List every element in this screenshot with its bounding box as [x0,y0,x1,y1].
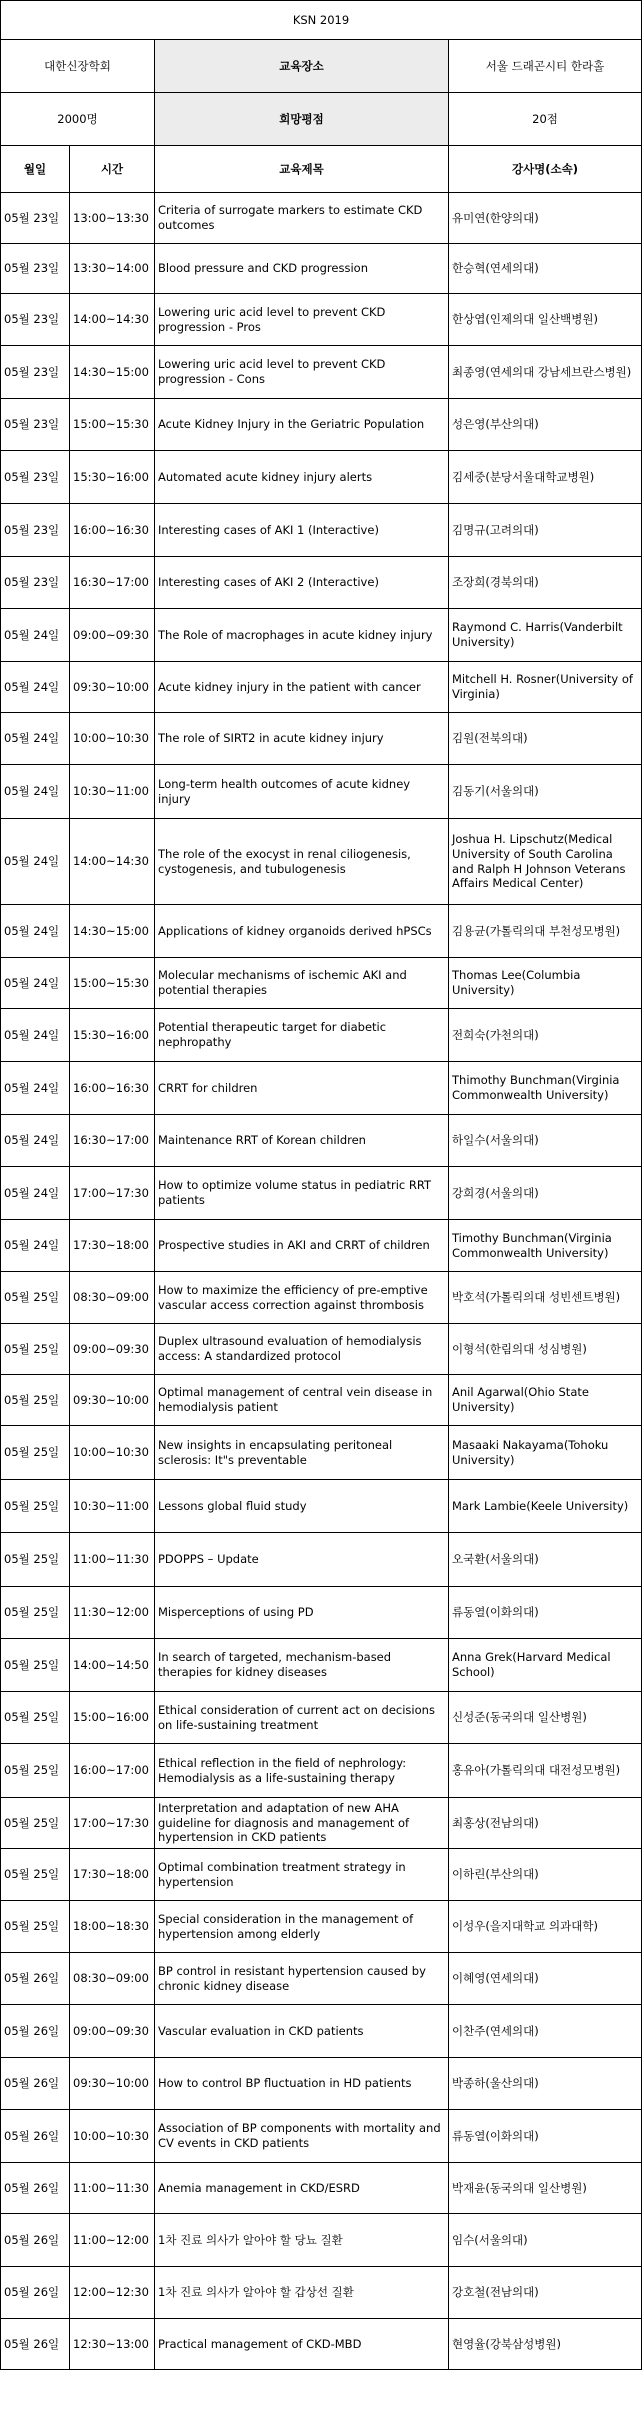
table-row [1,1587,642,1639]
session-speaker: 최종영(연세의대 강남세브란스병원) [449,346,642,399]
session-date: 05월 23일 [1,346,70,399]
table-row [1,2214,642,2267]
session-topic: Optimal combination treatment strategy in hypertension [155,1849,449,1901]
table-row [1,2110,642,2163]
session-time: 10:00~10:30 [70,713,155,765]
session-time: 16:00~16:30 [70,1062,155,1115]
session-date: 05월 26일 [1,2005,70,2058]
table-row [1,1533,642,1587]
organizer: 대한신장학회 [1,40,155,93]
session-speaker: Mitchell H. Rosner(University of Virginia) [449,662,642,713]
session-time: 11:00~11:30 [70,2163,155,2214]
session-topic: PDOPPS – Update [155,1533,449,1587]
session-speaker: 하일수(서울의대) [449,1115,642,1167]
session-speaker: 신성준(동국의대 일산병원) [449,1692,642,1744]
session-time: 09:00~09:30 [70,2005,155,2058]
session-topic: Prospective studies in AKI and CRRT of children [155,1220,449,1272]
session-topic: Anemia management in CKD/ESRD [155,2163,449,2214]
session-topic: The Role of macrophages in acute kidney injury [155,609,449,662]
session-date: 05월 26일 [1,2214,70,2267]
table-row [1,662,642,713]
table-row [1,1692,642,1744]
table-row [1,1115,642,1167]
col-header-topic: 교육제목 [155,146,449,193]
table-row [1,765,642,819]
session-speaker: 박재윤(동국의대 일산병원) [449,2163,642,2214]
session-topic: Maintenance RRT of Korean children [155,1115,449,1167]
session-time: 08:30~09:00 [70,1272,155,1324]
session-topic: How to maximize the efficiency of pre-emptive vascular access correction against thrombosis [155,1272,449,1324]
session-date: 05월 24일 [1,609,70,662]
session-topic: Potential therapeutic target for diabetic nephropathy [155,1009,449,1062]
session-topic: Applications of kidney organoids derived hPSCs [155,905,449,958]
session-date: 05월 23일 [1,294,70,346]
table-row [1,1324,642,1375]
session-speaker: Timothy Bunchman(Virginia Commonwealth University) [449,1220,642,1272]
session-speaker: Thomas Lee(Columbia University) [449,958,642,1009]
session-date: 05월 25일 [1,1639,70,1692]
table-row [1,1849,642,1901]
session-topic: Association of BP components with mortality and CV events in CKD patients [155,2110,449,2163]
table-row [1,1375,642,1426]
session-speaker: 성은영(부산의대) [449,399,642,451]
session-speaker: Anna Grek(Harvard Medical School) [449,1639,642,1692]
table-row [1,609,642,662]
session-date: 05월 24일 [1,958,70,1009]
session-topic: Long-term health outcomes of acute kidney injury [155,765,449,819]
table-row [1,1480,642,1533]
session-topic: Ethical consideration of current act on decisions on life-sustaining treatment [155,1692,449,1744]
table-row [1,905,642,958]
session-date: 05월 26일 [1,2163,70,2214]
table-row [1,2267,642,2319]
session-topic: CRRT for children [155,1062,449,1115]
points-label: 희망평점 [155,93,449,146]
session-topic: Interesting cases of AKI 1 (Interactive) [155,504,449,557]
session-date: 05월 25일 [1,1744,70,1798]
title-row [1,1,642,40]
session-date: 05월 24일 [1,1220,70,1272]
session-topic: Special consideration in the management of hypertension among elderly [155,1901,449,1953]
session-speaker: 김동기(서울의대) [449,765,642,819]
session-speaker: 현영율(강북삼성병원) [449,2319,642,2370]
session-speaker: 홍유아(가톨릭의대 대전성모병원) [449,1744,642,1798]
table-row [1,2005,642,2058]
session-time: 12:00~12:30 [70,2267,155,2319]
session-date: 05월 25일 [1,1480,70,1533]
session-topic: Lowering uric acid level to prevent CKD progression - Pros [155,294,449,346]
session-topic: Acute Kidney Injury in the Geriatric Population [155,399,449,451]
session-topic: Molecular mechanisms of ischemic AKI and potential therapies [155,958,449,1009]
table-row [1,346,642,399]
session-time: 15:00~16:00 [70,1692,155,1744]
session-speaker: 김세중(분당서울대학교병원) [449,451,642,504]
session-topic: Lessons global fluid study [155,1480,449,1533]
table-row [1,819,642,905]
session-date: 05월 25일 [1,1272,70,1324]
session-time: 15:00~15:30 [70,958,155,1009]
session-speaker: 강희경(서울의대) [449,1167,642,1220]
session-speaker: Mark Lambie(Keele University) [449,1480,642,1533]
session-date: 05월 24일 [1,765,70,819]
table-row [1,451,642,504]
session-time: 11:00~12:00 [70,2214,155,2267]
session-topic: The role of SIRT2 in acute kidney injury [155,713,449,765]
session-date: 05월 26일 [1,2058,70,2110]
venue-label [155,40,449,93]
session-topic: Interpretation and adaptation of new AHA guideline for diagnosis and management of hypertension in CKD patients [155,1798,449,1849]
session-date: 05월 24일 [1,1062,70,1115]
session-speaker: 류동열(이화의대) [449,1587,642,1639]
session-topic: 1차 진료 의사가 알아야 할 갑상선 질환 [155,2267,449,2319]
session-speaker: 김용균(가톨릭의대 부천성모병원) [449,905,642,958]
session-time: 14:00~14:30 [70,819,155,905]
session-date: 05월 25일 [1,1798,70,1849]
session-date: 05월 26일 [1,2267,70,2319]
session-date: 05월 24일 [1,662,70,713]
session-time: 15:30~16:00 [70,451,155,504]
session-topic: Automated acute kidney injury alerts [155,451,449,504]
session-topic: Duplex ultrasound evaluation of hemodialysis access: A standardized protocol [155,1324,449,1375]
session-date: 05월 24일 [1,1115,70,1167]
session-speaker: 이혜영(연세의대) [449,1953,642,2005]
session-topic: Acute kidney injury in the patient with cancer [155,662,449,713]
session-time: 16:30~17:00 [70,557,155,609]
table-row [1,557,642,609]
session-time: 09:30~10:00 [70,1375,155,1426]
session-date: 05월 23일 [1,557,70,609]
session-time: 18:00~18:30 [70,1901,155,1953]
session-time: 10:30~11:00 [70,1480,155,1533]
session-speaker: 오국환(서울의대) [449,1533,642,1587]
table-row [1,958,642,1009]
session-time: 17:30~18:00 [70,1849,155,1901]
session-speaker: 김원(전북의대) [449,713,642,765]
info-row-venue [1,40,642,93]
session-topic: Optimal management of central vein disease in hemodialysis patient [155,1375,449,1426]
session-date: 05월 26일 [1,2110,70,2163]
session-time: 16:00~16:30 [70,504,155,557]
session-time: 17:00~17:30 [70,1798,155,1849]
session-time: 14:30~15:00 [70,905,155,958]
session-speaker: 류동열(이화의대) [449,2110,642,2163]
session-speaker: Thimothy Bunchman(Virginia Commonwealth University) [449,1062,642,1115]
venue: 서울 드래곤시티 한라홀 [449,40,642,93]
session-speaker: 한승혁(연세의대) [449,244,642,294]
session-topic: Ethical reflection in the field of nephrology: Hemodialysis as a life-sustaining therapy [155,1744,449,1798]
session-date: 05월 25일 [1,1533,70,1587]
table-row [1,1272,642,1324]
session-time: 13:00~13:30 [70,193,155,244]
session-date: 05월 23일 [1,193,70,244]
session-speaker: 한상엽(인제의대 일산백병원) [449,294,642,346]
table-row [1,294,642,346]
session-time: 09:30~10:00 [70,2058,155,2110]
session-topic: Blood pressure and CKD progression [155,244,449,294]
table-row [1,2163,642,2214]
session-speaker: 이찬주(연세의대) [449,2005,642,2058]
session-time: 10:00~10:30 [70,2110,155,2163]
session-time: 11:30~12:00 [70,1587,155,1639]
session-time: 09:00~09:30 [70,609,155,662]
table-row [1,713,642,765]
session-time: 09:00~09:30 [70,1324,155,1375]
session-date: 05월 24일 [1,1167,70,1220]
session-time: 10:00~10:30 [70,1426,155,1480]
session-topic: 1차 진료 의사가 알아야 할 당뇨 질환 [155,2214,449,2267]
session-topic: In search of targeted, mechanism-based therapies for kidney diseases [155,1639,449,1692]
session-time: 14:00~14:50 [70,1639,155,1692]
session-time: 13:30~14:00 [70,244,155,294]
session-speaker: 이성우(을지대학교 의과대학) [449,1901,642,1953]
session-topic: Misperceptions of using PD [155,1587,449,1639]
session-speaker: Anil Agarwal(Ohio State University) [449,1375,642,1426]
attendees: 2000명 [1,93,155,146]
session-topic: Interesting cases of AKI 2 (Interactive) [155,557,449,609]
session-topic: The role of the exocyst in renal ciliogenesis, cystogenesis, and tubulogenesis [155,819,449,905]
session-speaker: 임수(서울의대) [449,2214,642,2267]
points: 20점 [449,93,642,146]
session-date: 05월 24일 [1,819,70,905]
info-row-points [1,93,642,146]
session-speaker: 이하린(부산의대) [449,1849,642,1901]
session-speaker: 최홍상(전남의대) [449,1798,642,1849]
session-speaker: 박종하(울산의대) [449,2058,642,2110]
event-title: KSN 2019 [1,1,642,40]
session-time: 14:30~15:00 [70,346,155,399]
session-date: 05월 26일 [1,2319,70,2370]
table-row [1,1639,642,1692]
table-row [1,1426,642,1480]
session-speaker: 박호석(가톨릭의대 성빈센트병원) [449,1272,642,1324]
session-date: 05월 24일 [1,713,70,765]
table-row [1,2058,642,2110]
session-time: 10:30~11:00 [70,765,155,819]
session-date: 05월 25일 [1,1587,70,1639]
col-header-speaker: 강사명(소속) [449,146,642,193]
session-date: 05월 25일 [1,1849,70,1901]
column-header-row [1,146,642,193]
session-time: 08:30~09:00 [70,1953,155,2005]
table-row [1,1009,642,1062]
session-topic: How to optimize volume status in pediatric RRT patients [155,1167,449,1220]
session-time: 16:30~17:00 [70,1115,155,1167]
session-speaker: 김명규(고려의대) [449,504,642,557]
session-speaker: 유미연(한양의대) [449,193,642,244]
session-topic: Practical management of CKD-MBD [155,2319,449,2370]
table-row [1,1953,642,2005]
table-row [1,244,642,294]
session-date: 05월 25일 [1,1426,70,1480]
session-topic: Criteria of surrogate markers to estimate CKD outcomes [155,193,449,244]
table-row [1,504,642,557]
table-row [1,1167,642,1220]
col-header-time: 시간 [70,146,155,193]
session-topic: BP control in resistant hypertension caused by chronic kidney disease [155,1953,449,2005]
session-date: 05월 25일 [1,1375,70,1426]
session-time: 12:30~13:00 [70,2319,155,2370]
session-date: 05월 24일 [1,905,70,958]
session-time: 15:00~15:30 [70,399,155,451]
col-header-date: 월일 [1,146,70,193]
session-speaker: 조장희(경북의대) [449,557,642,609]
table-row [1,399,642,451]
table-row [1,1901,642,1953]
session-speaker: Masaaki Nakayama(Tohoku University) [449,1426,642,1480]
table-row [1,1744,642,1798]
session-date: 05월 25일 [1,1692,70,1744]
session-date: 05월 25일 [1,1324,70,1375]
session-speaker: 이형석(한림의대 성심병원) [449,1324,642,1375]
session-date: 05월 23일 [1,504,70,557]
session-speaker: Joshua H. Lipschutz(Medical University of South Carolina and Ralph H Johnson Veterans Affairs Medical Center) [449,819,642,905]
session-topic: How to control BP fluctuation in HD patients [155,2058,449,2110]
session-speaker: 강호철(전남의대) [449,2267,642,2319]
session-time: 09:30~10:00 [70,662,155,713]
session-date: 05월 23일 [1,451,70,504]
table-row [1,1220,642,1272]
session-speaker: 전희숙(가천의대) [449,1009,642,1062]
session-speaker: Raymond C. Harris(Vanderbilt University) [449,609,642,662]
session-date: 05월 23일 [1,399,70,451]
session-time: 17:00~17:30 [70,1167,155,1220]
session-topic: Vascular evaluation in CKD patients [155,2005,449,2058]
session-topic: Lowering uric acid level to prevent CKD progression - Cons [155,346,449,399]
session-time: 14:00~14:30 [70,294,155,346]
session-date: 05월 24일 [1,1009,70,1062]
table-row [1,193,642,244]
session-time: 15:30~16:00 [70,1009,155,1062]
table-row [1,1062,642,1115]
session-time: 17:30~18:00 [70,1220,155,1272]
venue-label-text: 교육장소 [279,58,324,73]
session-time: 16:00~17:00 [70,1744,155,1798]
session-date: 05월 25일 [1,1901,70,1953]
session-date: 05월 26일 [1,1953,70,2005]
table-row [1,1798,642,1849]
session-time: 11:00~11:30 [70,1533,155,1587]
table-row [1,2319,642,2370]
session-topic: New insights in encapsulating peritoneal sclerosis: It"s preventable [155,1426,449,1480]
session-date: 05월 23일 [1,244,70,294]
